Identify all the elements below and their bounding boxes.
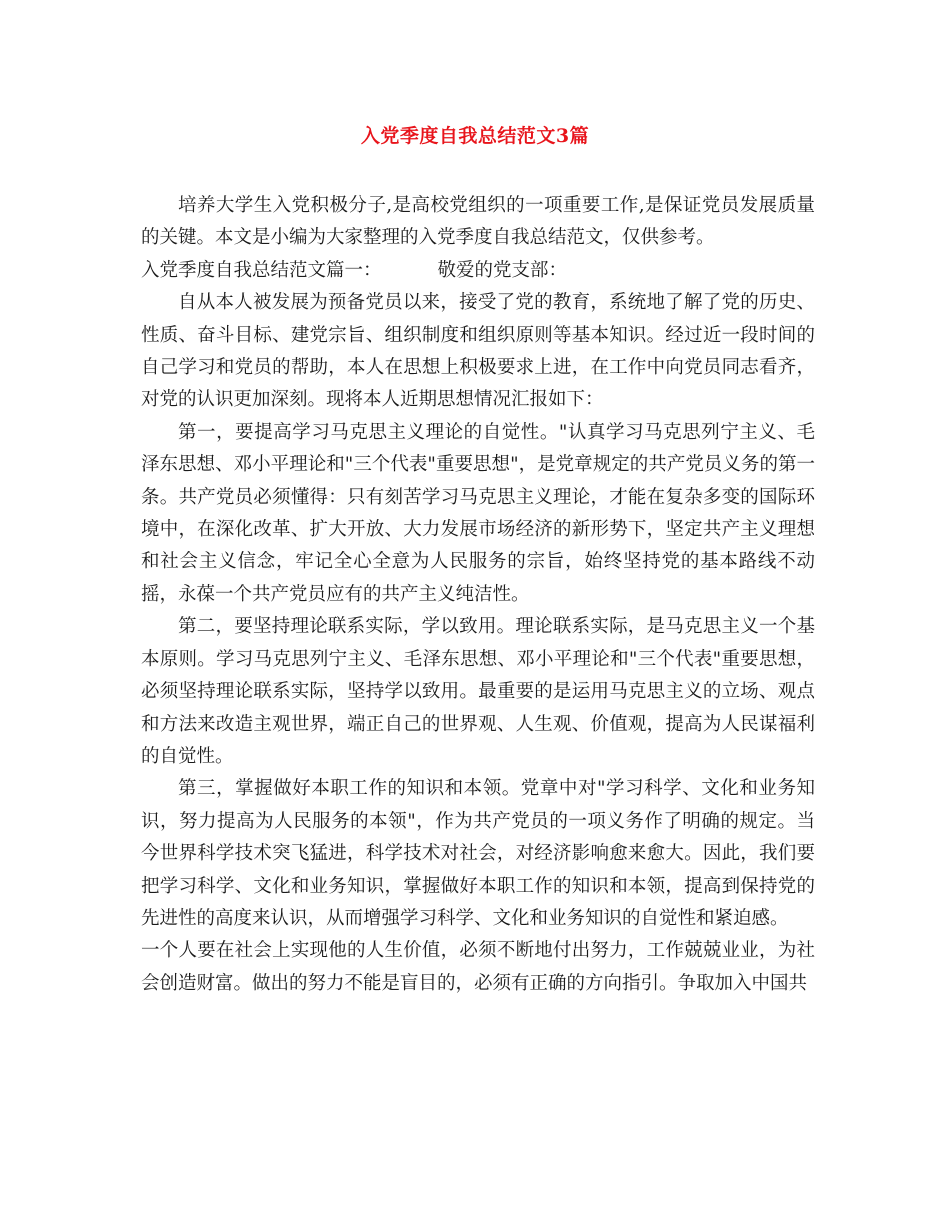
body-paragraph-2: 第一，要提高学习马克思主义理论的自觉性。"认真学习马克思列宁主义、毛泽东思想、邓小平理论和"三个代表"重要思想"，是党章规定的共产党员义务的第一条。共产党员必须懂得：只有刻苦学习马克思主义理论，才能在复杂多变的国际环境中，在深化改革、扩大开放、大力发展市场经济的新形势下，坚定共产主义理想和社会主义信念，牢记全心全意为人民服务的宗旨，始终坚持党的基本路线不动摇，永葆一个共产党员应有的共产主义纯洁性。 <box>141 421 815 605</box>
section-heading-line <box>141 255 815 287</box>
salutation: 敬爱的党支部： <box>437 259 568 281</box>
body-paragraph-3: 第二，要坚持理论联系实际，学以致用。理论联系实际，是马克思主义一个基本原则。学习马克思列宁主义、毛泽东思想、邓小平理论和"三个代表"重要思想，必须坚持理论联系实际，坚持学以致用。最重要的是运用马克思主义的立场、观点和方法来改造主观世界，端正自己的世界观、人生观、价值观，提高为人民谋福利的自觉性。 <box>141 616 815 767</box>
body-paragraph-4: 第三，掌握做好本职工作的知识和本领。党章中对"学习科学、文化和业务知识，努力提高为人民服务的本领"，作为共产党员的一项义务作了明确的规定。当今世界科学技术突飞猛进，科学技术对社会，对经济影响愈来愈大。因此，我们要把学习科学、文化和业务知识，掌握做好本职工作的知识和本领，提高到保持党的先进性的高度来认识，从而增强学习科学、文化和业务知识的自觉性和紧迫感。 <box>141 778 815 929</box>
intro-paragraph: 培养大学生入党积极分子,是高校党组织的一项重要工作,是保证党员发展质量的关键。本文是小编为大家整理的入党季度自我总结范文，仅供参考。 <box>141 195 815 249</box>
body-paragraph-1: 自从本人被发展为预备党员以来，接受了党的教育，系统地了解了党的历史、性质、奋斗目标、建党宗旨、组织制度和组织原则等基本知识。经过近一段时间的自己学习和党员的帮助，本人在思想上积极要求上进，在工作中向党员同志看齐，对党的认识更加深刻。现将本人近期思想情况汇报如下： <box>141 292 815 411</box>
document-title: 入党季度自我总结范文3篇 <box>360 125 590 147</box>
section-heading: 入党季度自我总结范文篇一： <box>141 259 382 281</box>
body-paragraph-5: 一个人要在社会上实现他的人生价值，必须不断地付出努力，工作兢兢业业，为社会创造财富。做出的努力不能是盲目的，必须有正确的方向指引。争取加入中国共 <box>141 940 815 994</box>
document-body <box>141 190 815 1000</box>
